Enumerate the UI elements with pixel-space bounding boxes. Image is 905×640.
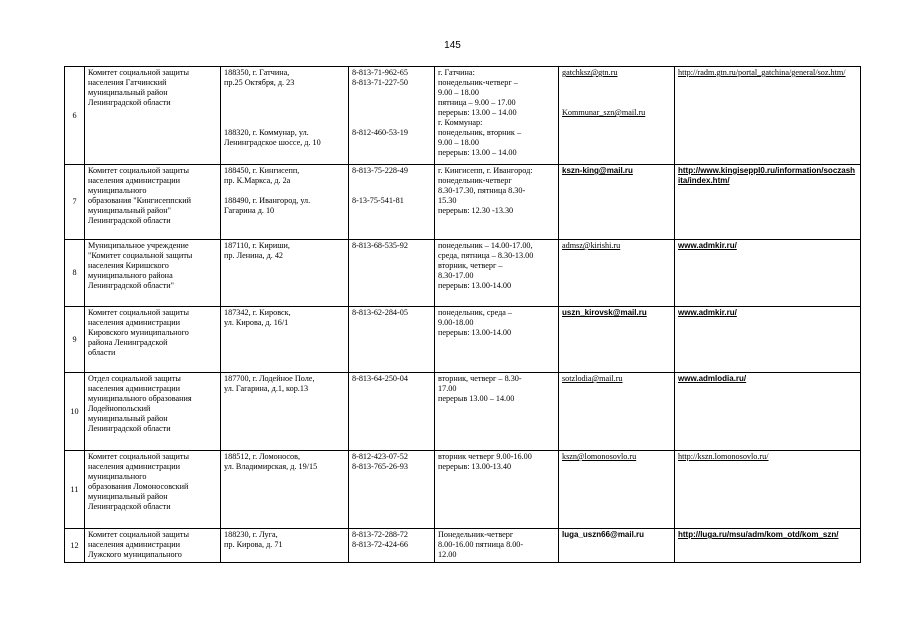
address: 187110, г. Кириши, пр. Ленина, д. 42: [221, 240, 349, 307]
email-link[interactable]: uszn_kirovsk@mail.ru: [562, 308, 647, 317]
email-cell: [559, 307, 675, 373]
website-link[interactable]: http://radm.gtn.ru/portal_gatchina/general/soz.htm/: [678, 68, 846, 77]
working-hours: понедельник, среда – 9.00-18.00 перерыв: 13.00-14.00: [435, 307, 559, 373]
working-hours: вторник четверг 9.00-16.00 перерыв: 13.00-13.40: [435, 451, 559, 529]
address: 188512, г. Ломоносов, ул. Владимирская, д. 19/15: [221, 451, 349, 529]
website-cell: [675, 373, 861, 451]
email-cell: [559, 529, 675, 563]
working-hours: понедельник – 14.00-17.00, среда, пятница – 8.30-13.00 вторник, четверг – 8.30-17.00 перерыв: 13.00-14.00: [435, 240, 559, 307]
working-hours: г. Кингисепп, г. Ивангород: понедельник-четверг 8.30-17.30, пятница 8.30- 15.30 перерыв: 12.30 -13.30: [435, 165, 559, 240]
website-cell: [675, 529, 861, 563]
phone-cell: [349, 165, 435, 240]
address: 188230, г. Луга, пр. Кирова, д. 71: [221, 529, 349, 563]
working-hours: вторник, четверг – 8.30- 17.00 перерыв 13.00 – 14.00: [435, 373, 559, 451]
address: 187342, г. Кировск, ул. Кирова, д. 16/1: [221, 307, 349, 373]
email-link[interactable]: sotzlodia@mail.ru: [562, 374, 623, 383]
address-cell: [221, 67, 349, 165]
website-cell: [675, 307, 861, 373]
row-number: 7: [65, 165, 85, 240]
email-link[interactable]: Kommunar_szn@mail.ru: [562, 108, 646, 117]
working-hours: г. Гатчина: понедельник-четверг – 9.00 – 18.00 пятница – 9.00 – 17.00 перерыв: 13.00 – 14.00 г. Коммунар: понедельник, вторник – 9.00 – 18.00 перерыв: 13.00 – 14.00: [435, 67, 559, 165]
organization-name: Комитет социальной защиты населения Гатчинский муниципальный район Ленинградской области: [85, 67, 221, 165]
row-number: 10: [65, 373, 85, 451]
table-row: [65, 451, 861, 529]
organization-name: Отдел социальной защиты населения администрации муниципального образования Лодейнопольский муниципальный район Ленинградской области: [85, 373, 221, 451]
website-link[interactable]: http://luga.ru/msu/adm/kom_otd/kom_szn/: [678, 530, 839, 539]
email-cell: [559, 373, 675, 451]
address: 187700, г. Лодейное Поле, ул. Гагарина, д.1, кор.13: [221, 373, 349, 451]
phone: 8-812-460-53-19: [352, 128, 408, 137]
website-cell: [675, 451, 861, 529]
phone: 8-813-72-288-72 8-813-72-424-66: [349, 529, 435, 563]
organization-name: Комитет социальной защиты населения администрации муниципального образования Ломоносовский муниципальный район Ленинградской области: [85, 451, 221, 529]
address-cell: [221, 165, 349, 240]
table-row: [65, 373, 861, 451]
address: 188320, г. Коммунар, ул. Ленинградское шоссе, д. 10: [224, 128, 321, 147]
phone: 8-812-423-07-52 8-813-765-26-93: [349, 451, 435, 529]
page-number: 145: [444, 40, 461, 51]
phone: 8-813-62-284-05: [349, 307, 435, 373]
phone: 8-813-68-535-92: [349, 240, 435, 307]
organization-name: Комитет социальной защиты населения администрации Лужского муниципального: [85, 529, 221, 563]
phone: 8-813-75-228-49: [352, 166, 408, 175]
email-link[interactable]: gatchksz@gtn.ru: [562, 68, 618, 77]
website-cell: [675, 240, 861, 307]
contacts-table: [64, 66, 861, 563]
table-row: [65, 165, 861, 240]
table-row: [65, 240, 861, 307]
row-number: 12: [65, 529, 85, 563]
address: 188450, г. Кингисепп, пр. К.Маркса, д. 2а: [224, 166, 300, 185]
row-number: 11: [65, 451, 85, 529]
working-hours: Понедельник-четверг 8.00-16.00 пятница 8.00- 12.00: [435, 529, 559, 563]
website-link[interactable]: www.admkir.ru/: [678, 241, 737, 250]
address: 188350, г. Гатчина, пр.25 Октября, д. 23: [224, 68, 295, 87]
email-link[interactable]: luga_uszn66@mail.ru: [562, 530, 645, 539]
website-link[interactable]: www.admkir.ru/: [678, 308, 737, 317]
email-cell: [559, 451, 675, 529]
phone: 8-813-71-962-65 8-813-71-227-50: [352, 68, 408, 87]
organization-name: Комитет социальной защиты населения администрации муниципального образования "Кингисеппский муниципальный район" Ленинградской области: [85, 165, 221, 240]
phone-cell: [349, 67, 435, 165]
row-number: 9: [65, 307, 85, 373]
email-cell: [559, 67, 675, 165]
phone: 8-813-64-250-04: [349, 373, 435, 451]
phone: 8-13-75-541-81: [352, 196, 404, 205]
website-link[interactable]: http://www.kingiseppl0.ru/information/soczashita/index.htm/: [678, 166, 856, 185]
email-link[interactable]: admsz@kirishi.ru: [562, 241, 621, 250]
email-link[interactable]: kszn@lomonosovlo.ru: [562, 452, 637, 461]
website-link[interactable]: http://kszn.lomonosovlo.ru/: [678, 452, 769, 461]
organization-name: Комитет социальной защиты населения администрации Кировского муниципального района Ленинградской области: [85, 307, 221, 373]
website-link[interactable]: www.admlodia.ru/: [678, 374, 747, 383]
table-row: [65, 67, 861, 165]
row-number: 6: [65, 67, 85, 165]
email-link[interactable]: kszn-king@mail.ru: [562, 166, 633, 175]
website-cell: [675, 67, 861, 165]
email-cell: [559, 165, 675, 240]
table-row: [65, 307, 861, 373]
table-row: [65, 529, 861, 563]
row-number: 8: [65, 240, 85, 307]
address: 188490, г. Ивангород, ул. Гагарина д. 10: [224, 196, 311, 215]
organization-name: Муниципальное учреждение "Комитет социальной защиты населения Киришского муниципального района Ленинградской области": [85, 240, 221, 307]
website-cell: [675, 165, 861, 240]
email-cell: [559, 240, 675, 307]
